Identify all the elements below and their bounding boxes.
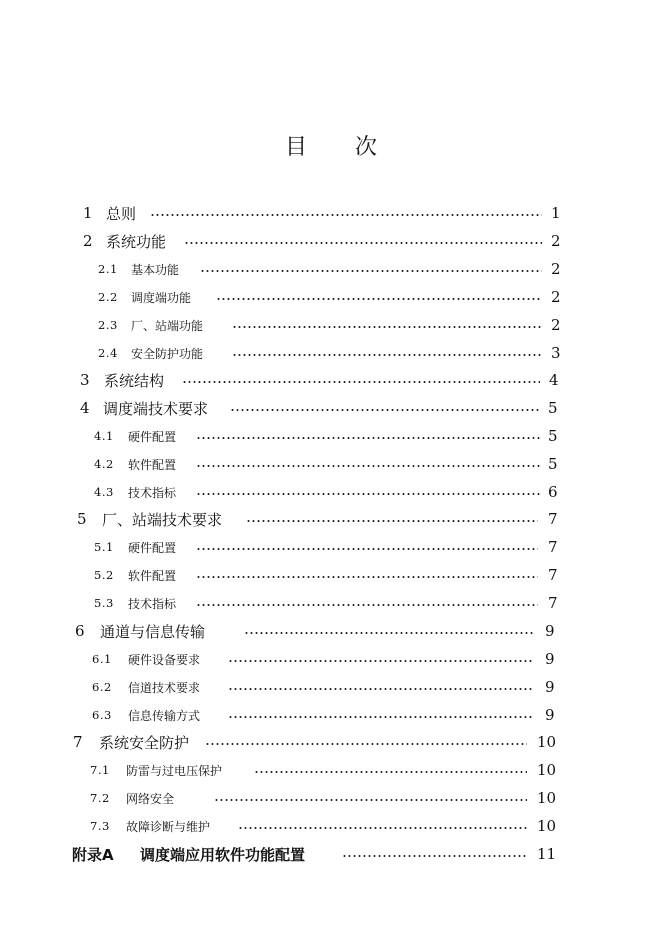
toc-entry-number: 4.3	[94, 485, 114, 499]
toc-entry-label: 硬件设备要求	[128, 652, 201, 667]
toc-entry-number: 2.4	[98, 346, 118, 360]
dot-leader	[232, 326, 542, 328]
dot-leader	[228, 716, 534, 718]
toc-entry-page: 1	[551, 204, 561, 222]
toc-entry-page: 9	[545, 622, 555, 640]
toc-entry-appendix-a	[0, 843, 662, 865]
dot-leader	[244, 632, 534, 634]
toc-entry-page: 2	[551, 316, 561, 334]
toc-entry-label: 调度端应用软件功能配置	[140, 845, 306, 864]
toc-entry-page: 10	[537, 789, 557, 807]
toc-entry-label: 硬件配置	[128, 429, 177, 444]
dot-leader	[150, 214, 542, 216]
toc-entry-label: 软件配置	[128, 568, 177, 583]
toc-entry-2-2	[0, 286, 662, 308]
toc-entry-label: 防雷与过电压保护	[126, 763, 223, 778]
dot-leader	[196, 437, 540, 439]
toc-entry-number: 2.3	[98, 318, 118, 332]
toc-entry-2	[0, 230, 662, 252]
toc-entry-label: 技术指标	[128, 485, 177, 500]
toc-entry-label: 基本功能	[131, 262, 180, 277]
toc-entry-page: 3	[551, 344, 561, 362]
dot-leader	[254, 771, 527, 773]
toc-entry-6-2	[0, 676, 662, 698]
toc-entry-5-1	[0, 536, 662, 558]
toc-entry-number: 6.3	[92, 708, 112, 722]
toc-entry-page: 4	[549, 371, 559, 389]
dot-leader	[205, 743, 527, 745]
toc-entry-label: 厂、站端技术要求	[102, 510, 223, 529]
toc-entry-label: 系统结构	[104, 371, 165, 390]
dot-leader	[216, 298, 542, 300]
toc-entry-page: 9	[545, 706, 555, 724]
toc-entry-page: 2	[551, 232, 561, 250]
toc-entry-label: 硬件配置	[128, 540, 177, 555]
toc-entry-page: 7	[548, 538, 558, 556]
toc-entry-label: 网络安全	[126, 791, 175, 806]
toc-entry-page: 2	[551, 260, 561, 278]
dot-leader	[238, 827, 527, 829]
dot-leader	[230, 409, 540, 411]
toc-entry-label: 技术指标	[128, 596, 177, 611]
toc-entry-label: 软件配置	[128, 457, 177, 472]
toc-entry-page: 2	[551, 288, 561, 306]
toc-entry-6	[0, 620, 662, 642]
dot-leader	[196, 576, 538, 578]
toc-entry-page: 11	[537, 845, 557, 863]
toc-entry-page: 5	[548, 427, 558, 445]
toc-entry-number: 5.3	[94, 596, 114, 610]
toc-entry-page: 5	[548, 399, 558, 417]
toc-entry-number: 5	[77, 510, 87, 528]
toc-entry-4	[0, 397, 662, 419]
toc-entry-label: 厂、站端功能	[131, 318, 204, 333]
toc-entry-page: 7	[548, 510, 558, 528]
toc-entry-number: 7	[73, 733, 83, 751]
toc-entry-number: 6.2	[92, 680, 112, 694]
toc-entry-1	[0, 202, 662, 224]
dot-leader	[196, 604, 538, 606]
dot-leader	[182, 381, 540, 383]
toc-entry-7-1	[0, 759, 662, 781]
dot-leader	[214, 799, 527, 801]
toc-entry-number: 2.2	[98, 290, 118, 304]
toc-entry-label: 信息传输方式	[128, 708, 201, 723]
toc-entry-7	[0, 731, 662, 753]
toc-entry-number: 6	[75, 622, 85, 640]
toc-entry-label: 调度端功能	[131, 290, 192, 305]
toc-entry-number: 2	[83, 232, 93, 250]
toc-entry-number: 4	[80, 399, 90, 417]
toc-entry-number: 5.1	[94, 540, 114, 554]
dot-leader	[232, 354, 542, 356]
dot-leader	[196, 493, 540, 495]
toc-entry-number: 4.2	[94, 457, 114, 471]
toc-entry-5	[0, 508, 662, 530]
toc-entry-page: 9	[545, 650, 555, 668]
toc-entry-6-3	[0, 704, 662, 726]
toc-entry-number: 4.1	[94, 429, 114, 443]
toc-entry-label: 总则	[106, 204, 137, 223]
toc-entry-page: 10	[537, 733, 557, 751]
dot-leader	[246, 520, 538, 522]
toc-entry-label: 通道与信息传输	[100, 622, 206, 641]
toc-entry-4-3	[0, 481, 662, 503]
toc-entry-2-1	[0, 258, 662, 280]
toc-entry-label: 系统功能	[106, 232, 167, 251]
toc-entry-number: 2.1	[98, 262, 118, 276]
toc-entry-number: 附录A	[72, 845, 114, 864]
dot-leader	[342, 855, 527, 857]
toc-entry-page: 7	[548, 566, 558, 584]
dot-leader	[200, 270, 542, 272]
toc-entry-number: 3	[80, 371, 90, 389]
toc-entry-4-2	[0, 453, 662, 475]
toc-entry-label: 故障诊断与维护	[126, 819, 211, 834]
toc-entry-number: 5.2	[94, 568, 114, 582]
toc-entry-7-2	[0, 787, 662, 809]
toc-entry-5-3	[0, 592, 662, 614]
toc-entry-label: 系统安全防护	[99, 733, 190, 752]
toc-entry-3	[0, 369, 662, 391]
toc-title-char-2: 次	[355, 135, 378, 160]
toc-entry-number: 1	[83, 204, 93, 222]
dot-leader	[228, 660, 534, 662]
toc-entry-page: 9	[545, 678, 555, 696]
toc-entry-label: 调度端技术要求	[103, 399, 209, 418]
toc-entry-4-1	[0, 425, 662, 447]
toc-title	[0, 130, 662, 161]
dot-leader	[184, 242, 542, 244]
toc-entry-label: 安全防护功能	[131, 346, 204, 361]
toc-entry-number: 7.2	[90, 791, 110, 805]
toc-entry-page: 5	[548, 455, 558, 473]
toc-entry-label: 信道技术要求	[128, 680, 201, 695]
toc-entry-number: 6.1	[92, 652, 112, 666]
toc-entry-number: 7.1	[90, 763, 110, 777]
toc-entry-2-3	[0, 314, 662, 336]
toc-title-char-1: 目	[284, 135, 307, 160]
toc-entry-number: 7.3	[90, 819, 110, 833]
toc-entry-5-2	[0, 564, 662, 586]
dot-leader	[196, 465, 540, 467]
dot-leader	[196, 548, 538, 550]
toc-entry-2-4	[0, 342, 662, 364]
toc-entry-page: 10	[537, 817, 557, 835]
toc-entry-7-3	[0, 815, 662, 837]
toc-entry-page: 6	[548, 483, 558, 501]
toc-entry-page: 7	[548, 594, 558, 612]
toc-entry-page: 10	[537, 761, 557, 779]
dot-leader	[228, 688, 534, 690]
toc-entry-6-1	[0, 648, 662, 670]
